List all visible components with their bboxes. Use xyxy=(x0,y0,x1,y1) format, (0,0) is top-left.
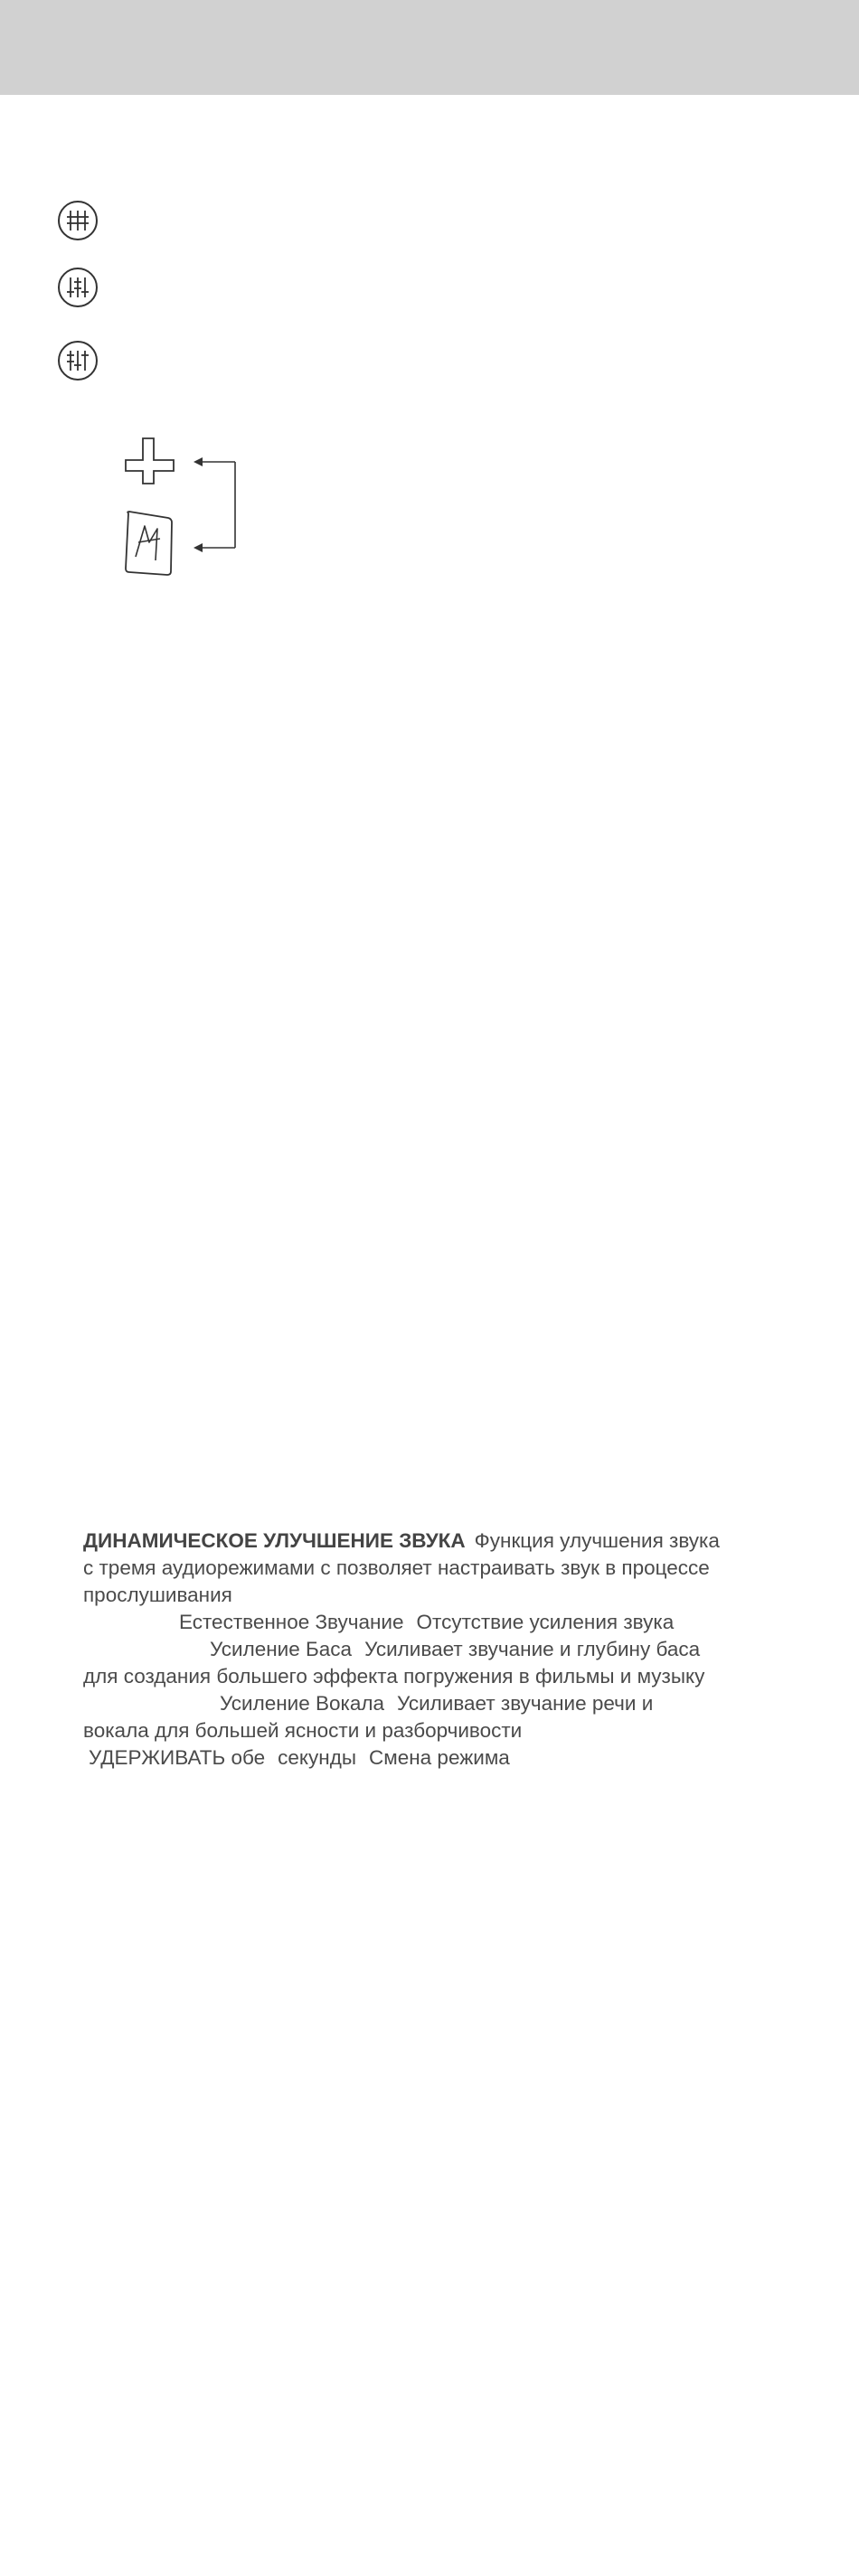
mode-button-icon xyxy=(126,512,172,575)
intro-text-1: Функция улучшения звука xyxy=(474,1529,720,1552)
mode-name: Усиление Вокала xyxy=(220,1692,385,1715)
section-title: ДИНАМИЧЕСКОЕ УЛУЧШЕНИЕ ЗВУКА xyxy=(83,1529,466,1552)
equalizer-mode-2-icon xyxy=(57,267,99,308)
instruction-duration: секунды xyxy=(278,1746,357,1769)
instruction-result: Смена режима xyxy=(369,1746,510,1769)
header-band xyxy=(0,0,859,95)
sound-enhancement-section xyxy=(83,1528,752,1772)
equalizer-mode-1-icon xyxy=(57,200,99,241)
button-combination-diagram xyxy=(0,0,859,633)
equalizer-mode-3-icon xyxy=(57,340,99,381)
mode-bass xyxy=(83,1636,752,1663)
mode-description: Усиливает звучание и глубину баса xyxy=(364,1638,701,1660)
instruction-action: УДЕРЖИВАТЬ обе xyxy=(89,1746,266,1769)
mode-description-continued: для создания большего эффекта погружения в фильмы и музыку xyxy=(83,1665,705,1688)
mode-name: Усиление Баса xyxy=(210,1638,353,1660)
plus-button-icon xyxy=(126,438,174,484)
mode-natural xyxy=(83,1609,752,1636)
mode-description: Усиливает звучание речи и xyxy=(397,1692,654,1715)
mode-vocal xyxy=(83,1690,752,1717)
section-line-1 xyxy=(83,1528,752,1555)
mode-description-continued: вокала для большей ясности и разборчивости xyxy=(83,1719,523,1742)
connector-arrows xyxy=(194,457,235,552)
intro-text-3: прослушивания xyxy=(83,1584,232,1606)
mode-description: Отсутствие усиления звука xyxy=(416,1611,675,1633)
instruction-line xyxy=(83,1744,752,1772)
intro-text-2: с тремя аудиорежимами с позволяет настраивать звук в процессе xyxy=(83,1556,710,1579)
mode-name: Естественное Звучание xyxy=(179,1611,404,1633)
